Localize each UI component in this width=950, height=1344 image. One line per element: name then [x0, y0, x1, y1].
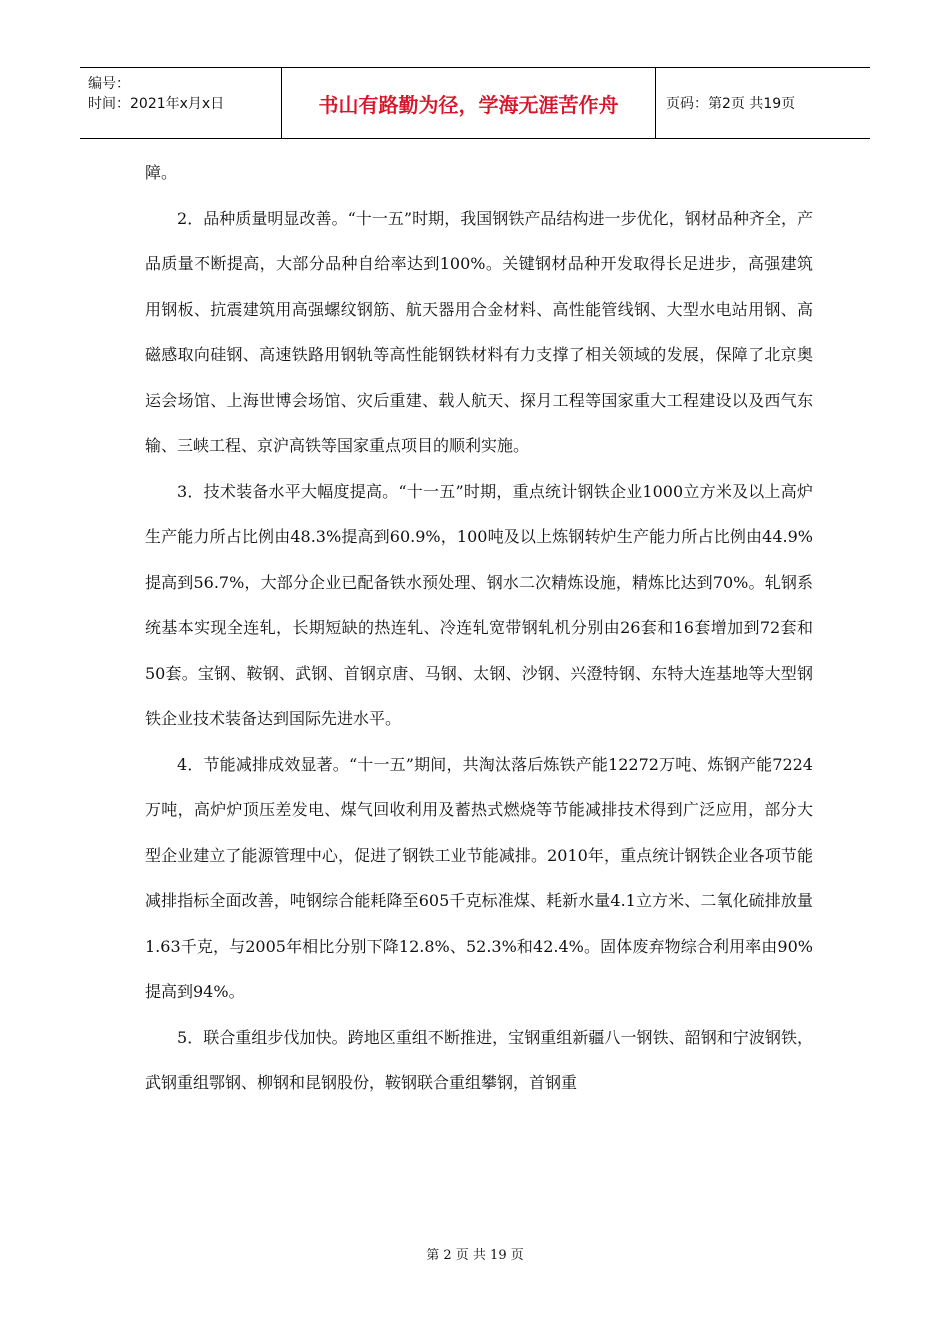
paragraph-technical-equipment: 3．技术装备水平大幅度提高。“十一五”时期，重点统计钢铁企业1000立方米及以上高炉生产能力所占比例由48.3%提高到60.9%，100吨及以上炼钢转炉生产能力所占比例由44.9%提高到56.7%，大部分企业已配备铁水预处理、钢水二次精炼设施，精炼比达到70%。轧钢系统基本实现全连轧，长期短缺的热连轧、冷连轧宽带钢轧机分别由26套和16套增加到72套和50套。宝钢、鞍钢、武钢、首钢京唐、马钢、太钢、沙钢、兴澄特钢、东特大连基地等大型钢铁企业技术装备达到国际先进水平。 [145, 481, 813, 728]
number-label: 编号： [88, 76, 130, 92]
page-footer: 第 2 页 共 19 页 [426, 1248, 524, 1263]
paragraph-energy-saving: 4．节能减排成效显著。“十一五”期间，共淘汰落后炼铁产能12272万吨、炼钢产能7224万吨，高炉炉顶压差发电、煤气回收利用及蓄热式燃烧等节能减排技术得到广泛应用，部分大型企业建立了能源管理中心，促进了钢铁工业节能减排。2010年，重点统计钢铁企业各项节能减排指标全面改善，吨钢综合能耗降至605千克标准煤、耗新水量4.1立方米、二氧化硫排放量1.63千克，与2005年相比分别下降12.8%、52.3%和42.4%。固体废弃物综合利用率由90%提高到94%。 [145, 754, 813, 1001]
header-motto: 书山有路勤为径，学海无涯苦作舟 [282, 68, 656, 138]
paragraph-restructuring: 5．联合重组步伐加快。跨地区重组不断推进，宝钢重组新疆八一钢铁、韶钢和宁波钢铁，武钢重组鄂钢、柳钢和昆钢股份，鞍钢联合重组攀钢，首钢重 [145, 1027, 813, 1092]
page-header [80, 67, 870, 139]
paragraph-continuation: 障。 [145, 163, 178, 182]
paragraph-product-quality: 2．品种质量明显改善。“十一五”时期，我国钢铁产品结构进一步优化，钢材品种齐全，产品质量不断提高，大部分品种自给率达到100%。关键钢材品种开发取得长足进步，高强建筑用钢板、抗震建筑用高强螺纹钢筋、航天器用合金材料、高性能管线钢、大型水电站用钢、高磁感取向硅钢、高速铁路用钢轨等高性能钢铁材料有力支撑了相关领域的发展，保障了北京奥运会场馆、上海世博会场馆、灾后重建、载人航天、探月工程等国家重大工程建设以及西气东输、三峡工程、京沪高铁等国家重点项目的顺利实施。 [145, 208, 813, 455]
document-body [145, 150, 813, 1106]
time-label: 时间：2021年x月x日 [88, 96, 225, 112]
header-meta [80, 68, 282, 138]
header-page-label: 页码：第2页 共19页 [666, 96, 796, 112]
